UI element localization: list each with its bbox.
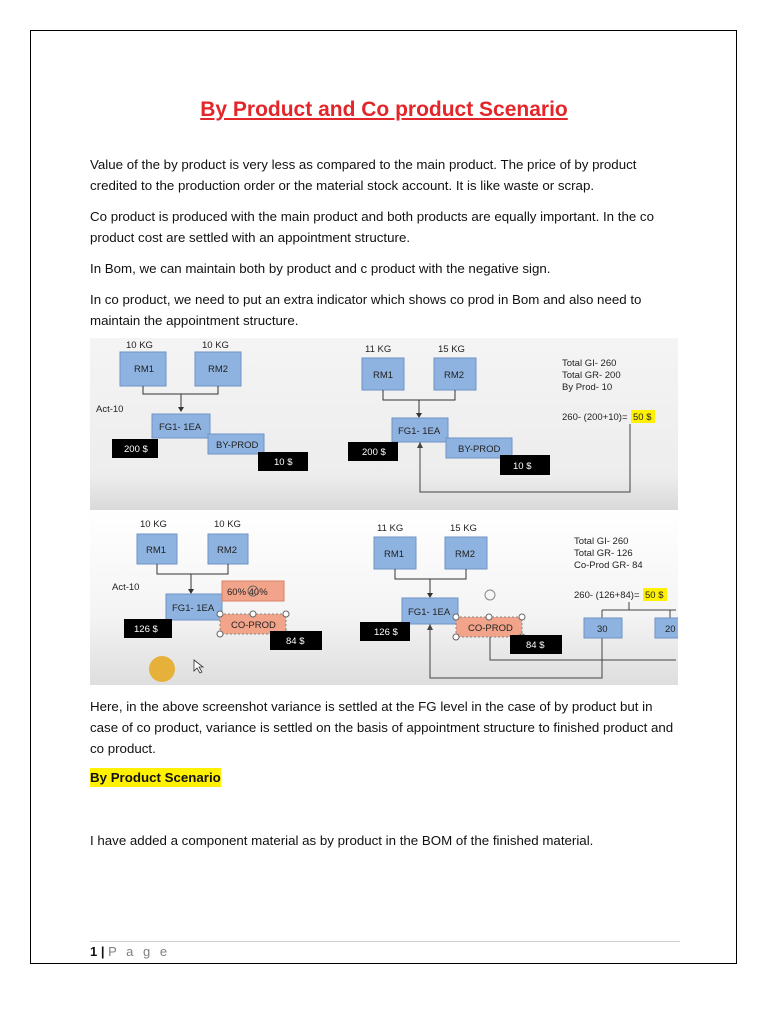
kg-label: 15 KG [450,523,477,534]
variance-result: 50 $ [645,590,664,601]
fg-label: FG1- 1EA [408,607,451,618]
co-prod-total: Co-Prod GR- 84 [574,560,643,571]
by-prod-label: BY-PROD [216,440,259,451]
paragraph-co-product: Co product is produced with the main product and both products are equally important. In the co product cost are settled with an appointment structure. [90,209,654,245]
fg-label: FG1- 1EA [172,603,215,614]
rm1-label: RM1 [373,370,394,381]
by-prod-value: 10 $ [513,461,532,472]
kg-label: 15 KG [438,344,465,355]
decorative-circle [149,656,175,682]
variance-calc: 260- (126+84)= [574,590,640,601]
page-word: P a g e [108,944,171,959]
cost-value: 200 $ [362,447,386,458]
rm1-label: RM1 [384,549,405,560]
fg-label: FG1- 1EA [159,422,202,433]
by-prod-total: By Prod- 10 [562,382,613,393]
paragraph-variance: Here, in the above screenshot variance is settled at the FG level in the case of by product but in case of co product, variance is settled on the basis of appointment structure to finished product and co product. [90,699,674,756]
split-value-1: 30 [597,624,608,635]
co-prod-label: CO-PROD [231,620,276,631]
page-title: By Product and Co product Scenario [200,98,568,121]
by-prod-label: BY-PROD [458,444,501,455]
kg-label: 10 KG [214,519,241,530]
rm1-label: RM1 [146,545,167,556]
total-gr: Total GR- 200 [562,370,621,381]
rm2-label: RM2 [455,549,476,560]
percentage-label: 60% 40% [227,587,268,598]
cost-value: 200 $ [124,444,148,455]
split-value-2: 20 [665,624,676,635]
co-prod-value: 84 $ [286,636,305,647]
variance-calc: 260- (200+10)= [562,412,628,423]
by-prod-value: 10 $ [274,457,293,468]
co-prod-value: 84 $ [526,640,545,651]
paragraph-component: I have added a component material as by product in the BOM of the finished material. [90,833,594,848]
scenario-screenshot [90,338,678,685]
kg-label: 10 KG [202,340,229,351]
rm1-label: RM1 [134,364,155,375]
kg-label: 11 KG [365,344,392,355]
variance-result: 50 $ [633,412,652,423]
rm2-label: RM2 [444,370,465,381]
paragraph-indicator: In co product, we need to put an extra indicator which shows co prod in Bom and also need to maintain the appointment structure. [90,292,642,328]
footer-divider [90,941,680,942]
page-footer: 1 | P a g e [90,944,171,959]
total-gr: Total GR- 126 [574,548,633,559]
kg-label: 11 KG [377,523,404,534]
activity-label: Act-10 [96,404,124,415]
kg-label: 10 KG [140,519,167,530]
total-gi: Total GI- 260 [562,358,617,369]
activity-label: Act-10 [112,582,140,593]
paragraph-bom: In Bom, we can maintain both by product and c product with the negative sign. [90,261,551,276]
kg-label: 10 KG [126,340,153,351]
cost-value: 126 $ [374,627,398,638]
rm2-label: RM2 [208,364,229,375]
section-heading-by-product: By Product Scenario [90,770,221,785]
fg-label: FG1- 1EA [398,426,441,437]
paragraph-by-product: Value of the by product is very less as compared to the main product. The price of by product credited to the production order or the material stock account. It is like waste or scrap. [90,157,637,193]
co-prod-label: CO-PROD [468,623,513,634]
rm2-label: RM2 [217,545,238,556]
cost-value: 126 $ [134,624,158,635]
page-number: 1 [90,944,98,959]
total-gi: Total GI- 260 [574,536,629,547]
